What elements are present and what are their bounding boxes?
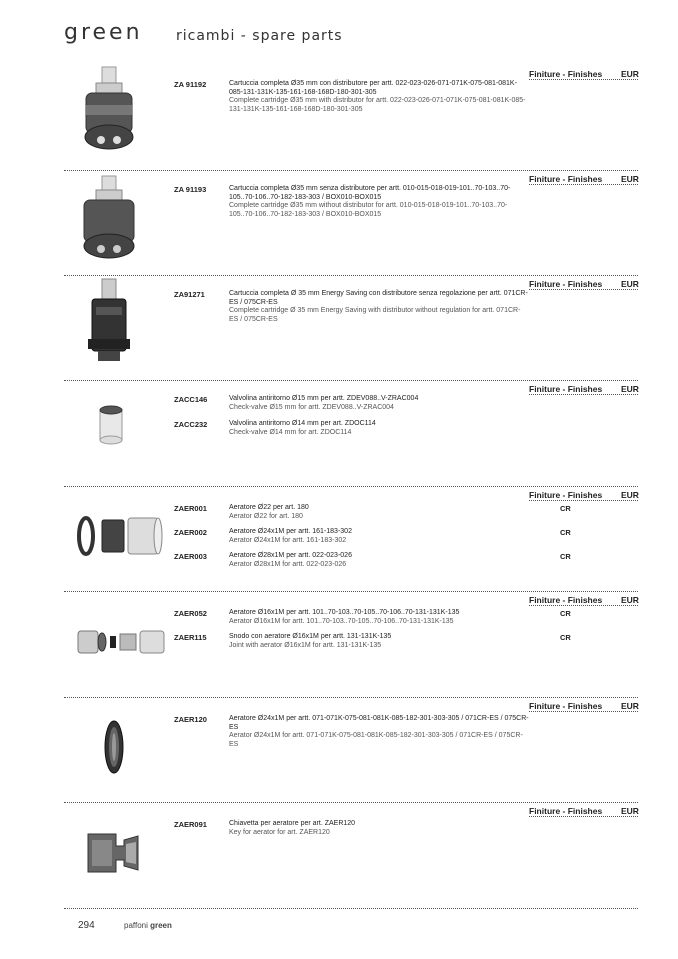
divider <box>529 500 638 501</box>
divider <box>529 816 638 817</box>
product-code: ZAER091 <box>174 820 207 829</box>
page-subtitle: ricambi - spare parts <box>176 28 343 44</box>
cartridge-image <box>74 172 154 267</box>
finish-value: CR <box>560 552 571 561</box>
eur-label: EUR <box>621 174 639 184</box>
finishes-label: Finiture - Finishes <box>529 806 603 816</box>
section-separator <box>64 275 638 276</box>
divider <box>529 711 638 712</box>
divider <box>529 394 638 395</box>
product-section <box>64 591 638 697</box>
section-separator <box>64 380 638 381</box>
product-code: ZA 91192 <box>174 80 207 89</box>
description-en: Aerator Ø16x1M for artt. 101..70-103..70-105..70-106..70-131-131K-135 <box>229 617 454 625</box>
product-section <box>64 170 638 276</box>
finish-value: CR <box>560 504 571 513</box>
section-separator <box>64 802 638 803</box>
section-separator <box>64 170 638 171</box>
description-it: Aeratore Ø22 per art. 180 Aerator Ø22 for art. 180 <box>229 504 529 521</box>
description-en: Aerator Ø24x1M for artt. 161-183-302 <box>229 536 347 544</box>
finishes-label: Finiture - Finishes <box>529 279 603 289</box>
product-code: ZAER052 <box>174 609 207 618</box>
product-section <box>64 486 638 592</box>
divider <box>529 184 638 185</box>
finishes-label: Finiture - Finishes <box>529 174 603 184</box>
description-it: Cartuccia completa Ø35 mm senza distributore per artt. 010-015-018-019-101..70-103..70-105..70-106..70-182-183-303 / BOX010-BOX015 Complete cartridge Ø35 mm without distributor for artt. 010-015-018-019-101..70-103..70-105..70-106..70-182-183-303 / BOX010-BOX015 <box>229 185 529 219</box>
description-en: Complete cartridge Ø35 mm with distributor for artt. 022-023-026-071-071K-075-081-081K-085-131-131K-135-161-168-168D-180-301-305 <box>229 97 526 113</box>
description-en: Complete cartridge Ø35 mm without distributor for artt. 010-015-018-019-101..70-103..70-105..70-106..70-182-183-303 / BOX010-BOX015 <box>229 202 508 218</box>
description-en: Complete cartridge Ø 35 mm Energy Saving with distributor without regulation for artt. 071CR-ES / 075CR-ES <box>229 307 521 323</box>
brand-title: green <box>64 20 143 45</box>
product-code: ZAER002 <box>174 528 207 537</box>
finish-value: CR <box>560 633 571 642</box>
product-section <box>64 802 638 908</box>
description-en: Joint with aerator Ø16x1M for artt. 131-131K-135 <box>229 641 382 649</box>
description-it: Aeratore Ø28x1M per artt. 022-023-026 Aerator Ø28x1M for artt. 022-023-026 <box>229 552 529 569</box>
finish-value: CR <box>560 528 571 537</box>
description-en: Check-valve Ø15 mm for artt. ZDEV088..V-ZRAC004 <box>229 403 394 411</box>
divider <box>529 79 638 80</box>
product-code: ZA91271 <box>174 290 205 299</box>
product-code: ZAER120 <box>174 715 207 724</box>
eur-label: EUR <box>621 490 639 500</box>
product-section <box>64 380 638 486</box>
description-it: Cartuccia completa Ø35 mm con distributore per artt. 022-023-026-071-071K-075-081-081K-085-131-131K-135-161-168-168D-180-301-305 Complete cartridge Ø35 mm with distributor for artt. 022-023-026-071-071K-075-081-081K-085-131-131K-135-161-168-168D-180-301-305 <box>229 80 529 114</box>
aerator-key-image <box>74 828 154 878</box>
description-en: Aerator Ø24x1M for artt. 071-071K-075-081-081K-085-182-301-303-305 / 071CR-ES / 075CR-ES <box>229 732 523 748</box>
cartridge-image <box>74 65 154 160</box>
description-it: Cartuccia completa Ø 35 mm Energy Saving con distributore senza regolazione per artt. 071CR-ES / 075CR-ES Complete cartridge Ø 35 mm Energy Saving with distributor without regulation for artt. 071CR-ES / 075CR-ES <box>229 290 528 323</box>
product-code: ZACC146 <box>174 395 208 404</box>
finishes-label: Finiture - Finishes <box>529 384 603 394</box>
eur-label: EUR <box>621 595 639 605</box>
description-it: Aeratore Ø16x1M per artt. 101..70-103..70-105..70-106..70-131-131K-135 Aerator Ø16x1M for artt. 101..70-103..70-105..70-106..70-131-131K-135 <box>229 609 529 626</box>
description-en: Key for aerator for art. ZAER120 <box>229 828 330 836</box>
description-it: Aeratore Ø24x1M per artt. 161-183-302 Aerator Ø24x1M for artt. 161-183-302 <box>229 528 529 545</box>
finishes-label: Finiture - Finishes <box>529 701 603 711</box>
description-it: Chiavetta per aeratore per art. ZAER120 Key for aerator for art. ZAER120 <box>229 820 529 837</box>
description-en: Aerator Ø22 for art. 180 <box>229 512 303 520</box>
product-section <box>64 65 638 171</box>
product-code: ZACC232 <box>174 420 208 429</box>
description-it: Valvolina antiritorno Ø15 mm per artt. ZDEV088..V-ZRAC004 Check-valve Ø15 mm for artt. ZDEV088..V-ZRAC004 <box>229 395 529 412</box>
description-it: Snodo con aeratore Ø16x1M per artt. 131-131K-135 Joint with aerator Ø16x1M for artt. 131-131K-135 <box>229 633 529 650</box>
product-code: ZA 91193 <box>174 185 207 194</box>
section-separator <box>64 591 638 592</box>
product-section <box>64 697 638 803</box>
aerator-image <box>74 512 169 562</box>
eur-label: EUR <box>621 701 639 711</box>
description-en: Check-valve Ø14 mm for art. ZDOC114 <box>229 428 352 436</box>
description-it: Valvolina antiritorno Ø14 mm per art. ZDOC114 Check-valve Ø14 mm for art. ZDOC114 <box>229 420 529 437</box>
description-it: Aeratore Ø24x1M per artt. 071-071K-075-081-081K-085-182-301-303-305 / 071CR-ES / 075CR-ES Aerator Ø24x1M for artt. 071-071K-075-081-081K-085-182-301-303-305 / 071CR-ES / 075CR-ES <box>229 715 529 748</box>
section-separator <box>64 697 638 698</box>
finishes-label: Finiture - Finishes <box>529 595 603 605</box>
section-separator <box>64 486 638 487</box>
divider <box>529 605 638 606</box>
eur-label: EUR <box>621 279 639 289</box>
product-code: ZAER115 <box>174 633 207 642</box>
cartridge-image <box>74 277 154 372</box>
page-number: 294 <box>78 920 95 931</box>
product-section <box>64 275 638 381</box>
footer-brand: paffoni green <box>124 921 172 930</box>
eur-label: EUR <box>621 806 639 816</box>
finish-value: CR <box>560 609 571 618</box>
check-valve-image <box>74 402 154 452</box>
finishes-label: Finiture - Finishes <box>529 69 603 79</box>
product-code: ZAER001 <box>174 504 207 513</box>
description-en: Aerator Ø28x1M for artt. 022-023-026 <box>229 560 347 568</box>
divider <box>529 289 638 290</box>
eur-label: EUR <box>621 69 639 79</box>
finishes-label: Finiture - Finishes <box>529 490 603 500</box>
footer-separator <box>64 908 638 909</box>
eur-label: EUR <box>621 384 639 394</box>
product-code: ZAER003 <box>174 552 207 561</box>
aerator-joint-image <box>74 625 169 659</box>
aerator-image <box>74 717 154 777</box>
